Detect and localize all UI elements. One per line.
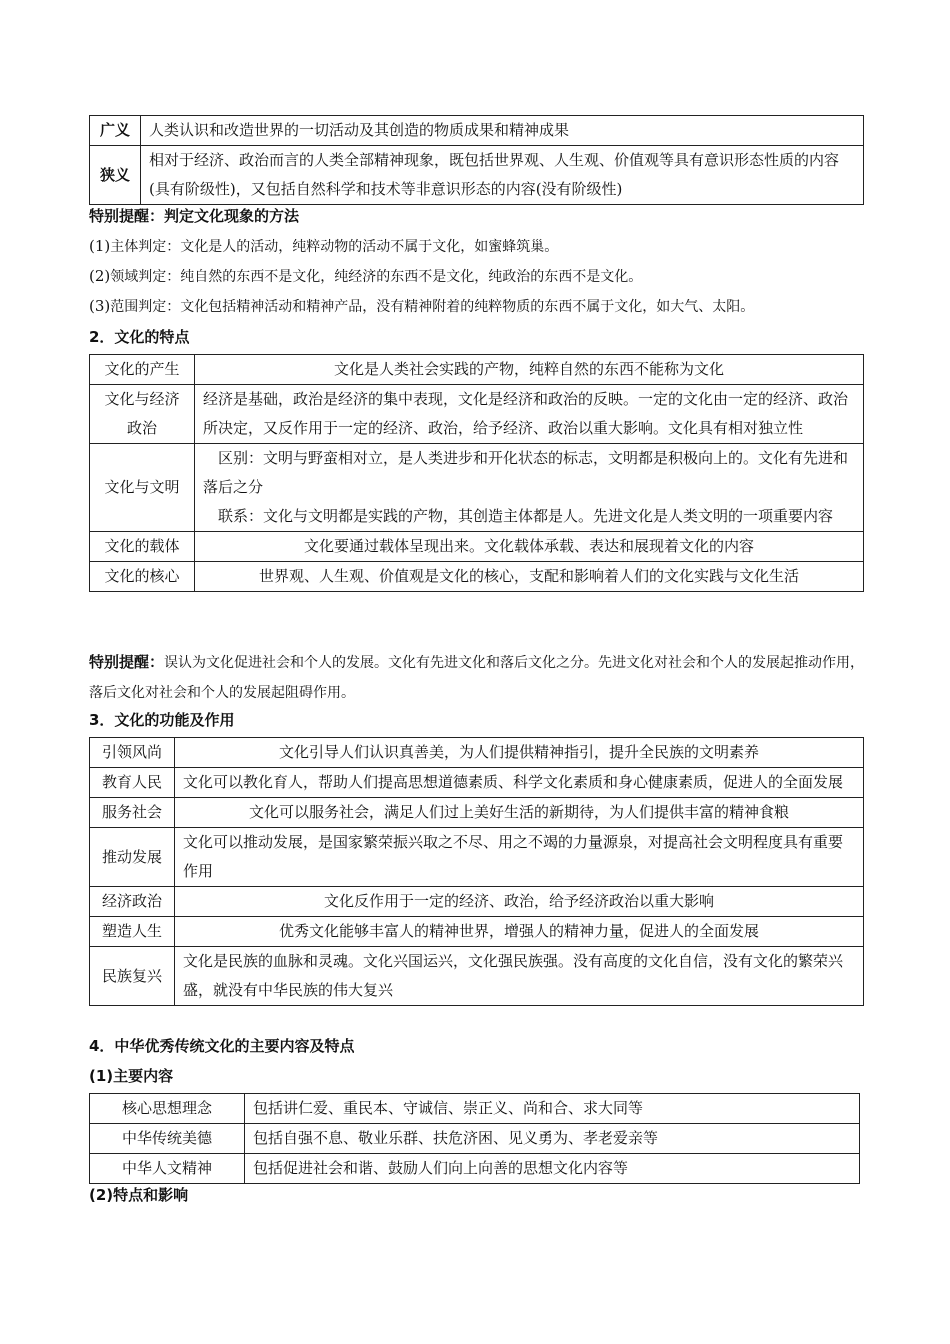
table-row [90, 768, 864, 798]
term-broad: 广义 [90, 116, 141, 146]
features-table [89, 354, 864, 592]
note1-item-2 [89, 262, 642, 292]
item-text: 主体判定：文化是人的活动，纯粹动物的活动不属于文化，如蜜蜂筑巢。 [110, 239, 559, 255]
term-narrow: 狭义 [90, 146, 141, 205]
table-row [90, 444, 864, 532]
table-row [90, 532, 864, 562]
note1-item-1 [89, 232, 558, 262]
table-row [90, 917, 864, 947]
row-content: 文化是民族的血脉和灵魂。文化兴国运兴，文化强民族强。没有高度的文化自信，没有文化的繁荣兴盛，就没有中华民族的伟大复兴 [175, 947, 864, 1006]
row-content: 经济是基础，政治是经济的集中表现，文化是经济和政治的反映。一定的文化由一定的经济、政治所决定，又反作用于一定的经济、政治，给予经济、政治以重大影响。文化具有相对独立性 [195, 385, 864, 444]
row-content: 文化可以推动发展，是国家繁荣振兴取之不尽、用之不竭的力量源泉，对提高社会文明程度具有重要作用 [175, 828, 864, 887]
table-row [90, 146, 864, 205]
difference-text: 区别：文明与野蛮相对立，是人类进步和开化状态的标志，文明都是积极向上的。文化有先进和落后之分 [203, 449, 849, 496]
table-row [90, 116, 864, 146]
relation-text: 联系：文化与文明都是实践的产物，其创造主体都是人。先进文化是人类文明的一项重要内容 [218, 507, 834, 525]
row-content: 包括促进社会和谐、鼓励人们向上向善的思想文化内容等 [245, 1154, 860, 1184]
row-label: 核心思想理念 [90, 1094, 245, 1124]
section2-title: 2．文化的特点 [89, 328, 190, 346]
row-content [195, 444, 864, 532]
row-label: 文化的载体 [90, 532, 195, 562]
row-label: 塑造人生 [90, 917, 175, 947]
row-label: 中华人文精神 [90, 1154, 245, 1184]
row-label: 文化的产生 [90, 355, 195, 385]
row-content: 文化是人类社会实践的产物，纯粹自然的东西不能称为文化 [195, 355, 864, 385]
row-content: 世界观、人生观、价值观是文化的核心，支配和影响着人们的文化实践与文化生活 [195, 562, 864, 592]
table-row [90, 738, 864, 768]
row-label: 文化的核心 [90, 562, 195, 592]
row-label: 文化与经济政治 [90, 385, 195, 444]
table-row [90, 1124, 860, 1154]
item-number: (2) [89, 267, 111, 285]
row-content: 包括自强不息、敬业乐群、扶危济困、见义勇为、孝老爱亲等 [245, 1124, 860, 1154]
table-row [90, 947, 864, 1006]
row-content: 文化可以服务社会，满足人们过上美好生活的新期待，为人们提供丰富的精神食粮 [175, 798, 864, 828]
row-label: 引领风尚 [90, 738, 175, 768]
item-text: 领域判定：纯自然的东西不是文化，纯经济的东西不是文化，纯政治的东西不是文化。 [110, 269, 643, 285]
row-label: 经济政治 [90, 887, 175, 917]
table-row [90, 798, 864, 828]
item-text: 范围判定：文化包括精神活动和精神产品，没有精神附着的纯粹物质的东西不属于文化，如大气、太阳。 [110, 299, 755, 315]
table-row [90, 355, 864, 385]
item-number: (1) [89, 237, 111, 255]
section4-sub1: (1)主要内容 [89, 1067, 174, 1085]
definition-table [89, 115, 864, 205]
note1-title: 特别提醒：判定文化现象的方法 [89, 207, 300, 225]
table-row [90, 887, 864, 917]
table-row [90, 828, 864, 887]
row-content: 文化反作用于一定的经济、政治，给予经济政治以重大影响 [175, 887, 864, 917]
row-content: 包括讲仁爱、重民本、守诚信、崇正义、尚和合、求大同等 [245, 1094, 860, 1124]
definition-broad: 人类认识和改造世界的一切活动及其创造的物质成果和精神成果 [141, 116, 864, 146]
table-row [90, 1094, 860, 1124]
row-label: 推动发展 [90, 828, 175, 887]
item-number: (3) [89, 297, 111, 315]
row-content: 文化可以教化育人，帮助人们提高思想道德素质、科学文化素质和身心健康素质，促进人的全面发展 [175, 768, 864, 798]
table-row [90, 562, 864, 592]
row-label: 服务社会 [90, 798, 175, 828]
section3-title: 3．文化的功能及作用 [89, 711, 235, 729]
table-row [90, 1154, 860, 1184]
note2-label: 特别提醒： [89, 653, 165, 671]
functions-table [89, 737, 864, 1006]
note2 [89, 648, 869, 708]
note2-text: 误认为文化促进社会和个人的发展。文化有先进文化和落后文化之分。先进文化对社会和个人的发展起推动作用，落后文化对社会和个人的发展起阻碍作用。 [89, 655, 865, 701]
row-content: 文化引导人们认识真善美，为人们提供精神指引，提升全民族的文明素养 [175, 738, 864, 768]
row-label: 民族复兴 [90, 947, 175, 1006]
row-content: 优秀文化能够丰富人的精神世界，增强人的精神力量，促进人的全面发展 [175, 917, 864, 947]
definition-narrow: 相对于经济、政治而言的人类全部精神现象，既包括世界观、人生观、价值观等具有意识形态性质的内容(具有阶级性)，又包括自然科学和技术等非意识形态的内容(没有阶级性) [141, 146, 864, 205]
table-row [90, 385, 864, 444]
section4-title: 4．中华优秀传统文化的主要内容及特点 [89, 1037, 355, 1055]
contents-table [89, 1093, 860, 1184]
note1-item-3 [89, 292, 754, 322]
row-label: 中华传统美德 [90, 1124, 245, 1154]
row-label: 教育人民 [90, 768, 175, 798]
row-content: 文化要通过载体呈现出来。文化载体承载、表达和展现着文化的内容 [195, 532, 864, 562]
section4-sub2: (2)特点和影响 [89, 1186, 189, 1204]
row-label: 文化与文明 [90, 444, 195, 532]
